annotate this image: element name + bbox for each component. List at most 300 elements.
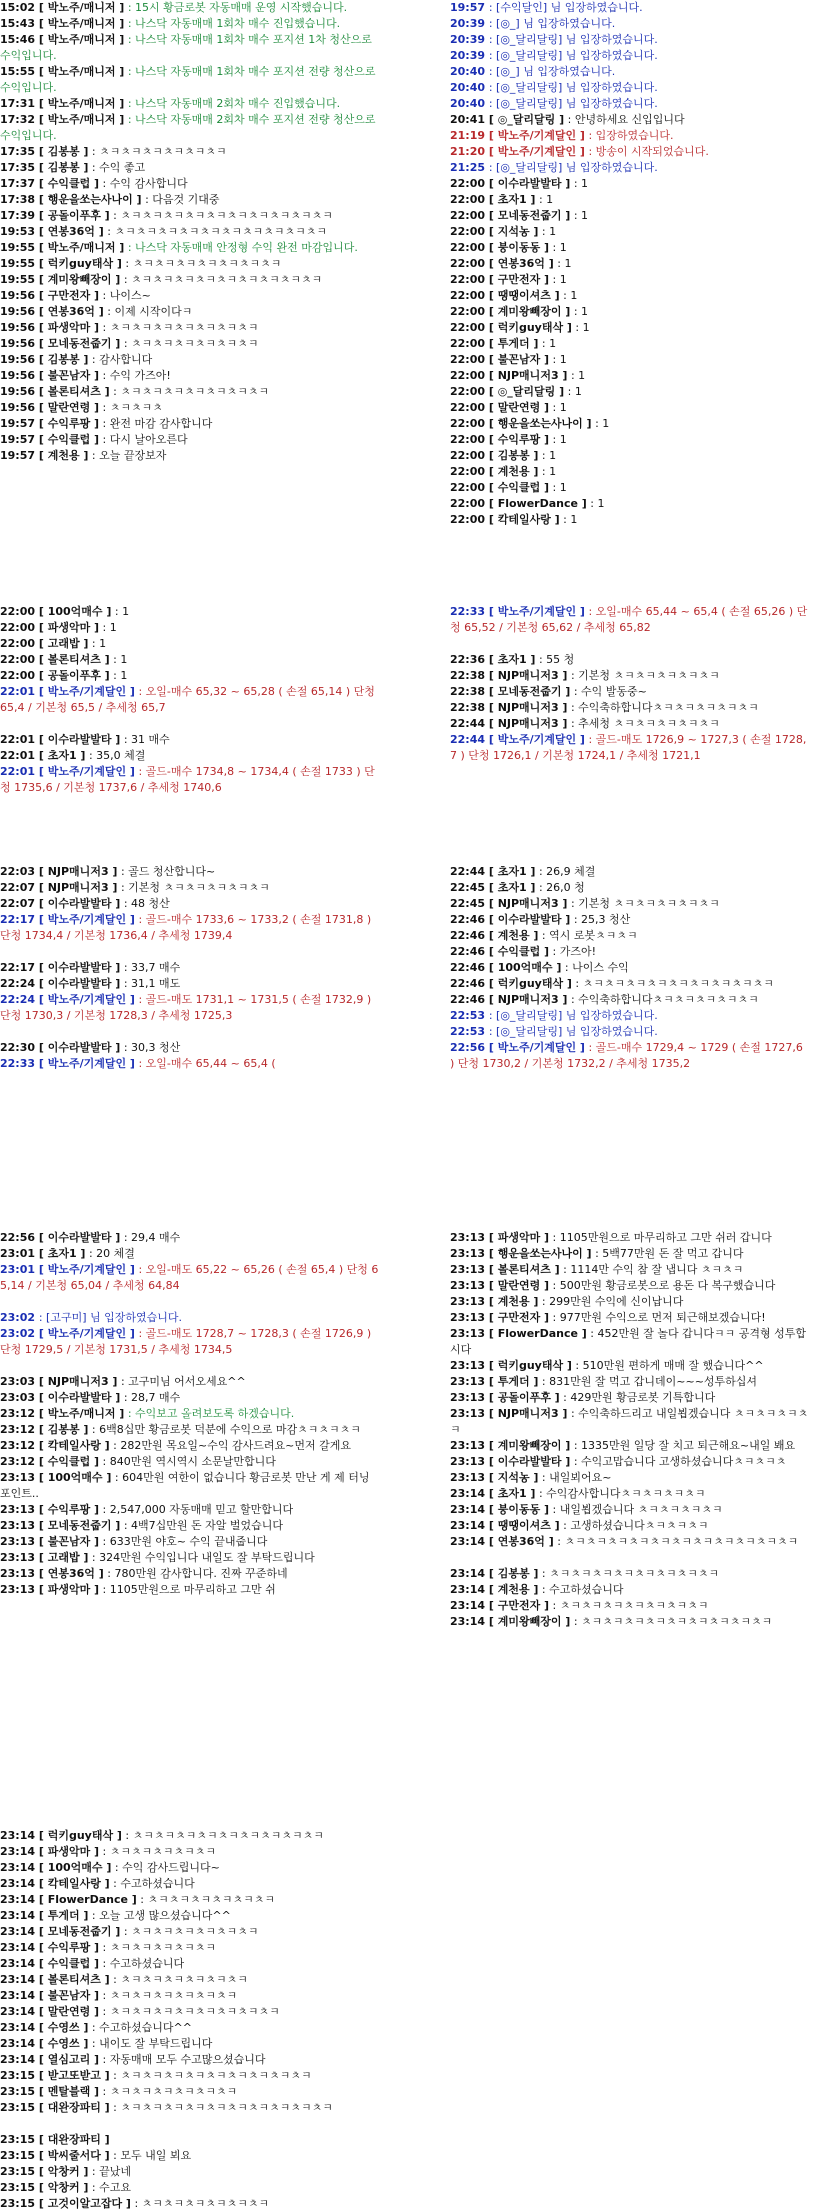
message-text: : 수익 좋고 bbox=[88, 161, 146, 174]
message-author: [ 불꼰남자 ] bbox=[38, 369, 100, 382]
chat-message bbox=[450, 1294, 810, 1310]
message-text: : 1 bbox=[535, 193, 554, 206]
message-time: 23:14 bbox=[0, 2037, 39, 2050]
chat-message bbox=[0, 336, 380, 352]
message-text: : 1 bbox=[549, 273, 567, 286]
message-author: [ 박노주/기계달인 ] bbox=[488, 129, 585, 142]
message-text: : 31,1 매도 bbox=[120, 977, 181, 990]
message-time: 23:13 bbox=[450, 1263, 489, 1276]
message-text: : 324만원 수익입니다 내일도 잘 부탁드립니다 bbox=[88, 1551, 315, 1564]
message-text: : 1335만원 일당 잘 치고 퇴근해요~내일 봬요 bbox=[570, 1439, 796, 1452]
message-time: 22:03 bbox=[0, 865, 39, 878]
chat-message bbox=[0, 1310, 380, 1326]
message-time: 22:56 bbox=[450, 1041, 489, 1054]
chat-message bbox=[450, 464, 810, 480]
message-author: [ 칵테일사랑 ] bbox=[488, 513, 560, 526]
message-author: [ 지석농 ] bbox=[488, 225, 539, 238]
message-text: : 282만원 목요일~수익 감사드려요~먼저 갈게요 bbox=[109, 1439, 351, 1452]
message-text: : 기본청 ㅊㅋㅊㅋㅊㅋㅊㅋㅊㅋ bbox=[567, 897, 720, 910]
message-text: : [◎_달리달링] 님 입장하였습니다. bbox=[488, 161, 658, 174]
message-text: : ㅊㅋㅊㅋㅊㅋㅊㅋㅊㅋㅊㅋㅊㅋ bbox=[549, 1599, 709, 1612]
message-text: : 수익보고 올려보도록 하겠습니다. bbox=[124, 1407, 295, 1420]
message-time: 22:36 bbox=[450, 653, 489, 666]
message-time: 23:03 bbox=[0, 1391, 39, 1404]
chat-message bbox=[450, 400, 810, 416]
message-time: 23:14 bbox=[0, 1957, 39, 1970]
message-time: 22:00 bbox=[450, 321, 489, 334]
message-time: 19:57 bbox=[0, 417, 39, 430]
message-text: : 604만원 여한이 없습니다 황금로봇 만난 게 제 터닝포인트.. bbox=[0, 1471, 370, 1500]
message-author: [ 공돌이푸후 ] bbox=[488, 1391, 560, 1404]
chat-message bbox=[0, 2196, 380, 2212]
message-text: : [고구미] 님 입장하였습니다. bbox=[38, 1311, 183, 1324]
message-author: [ 볼론티셔츠 ] bbox=[38, 1973, 110, 1986]
message-text: : 고생하셨습니다ㅊㅋㅊㅋㅊㅋ bbox=[559, 1519, 709, 1532]
chat-message bbox=[0, 1422, 380, 1438]
chat-message bbox=[0, 668, 380, 684]
chat-message bbox=[0, 1534, 380, 1550]
message-time: 23:03 bbox=[0, 1375, 39, 1388]
message-time: 23:14 bbox=[450, 1535, 489, 1548]
message-time: 22:44 bbox=[450, 865, 489, 878]
chat-message bbox=[0, 2068, 380, 2084]
chat-message bbox=[450, 0, 810, 16]
chat-message bbox=[450, 1024, 810, 1040]
chat-message bbox=[0, 1358, 380, 1374]
message-text: : 1 bbox=[538, 337, 557, 350]
message-author: [ 수익루팡 ] bbox=[38, 1941, 100, 1954]
chat-message bbox=[0, 620, 380, 636]
chat-message bbox=[450, 80, 810, 96]
message-time: 22:56 bbox=[0, 1231, 39, 1244]
message-time: 23:02 bbox=[0, 1311, 39, 1324]
chat-message bbox=[450, 1518, 810, 1534]
message-author: [ 행운을쏘는사나이 ] bbox=[488, 417, 592, 430]
message-author: [ 연봉36억 ] bbox=[38, 305, 104, 318]
message-time: 22:44 bbox=[450, 733, 489, 746]
message-author: [ NJP매니저3 ] bbox=[488, 701, 568, 714]
message-text: : 1 bbox=[538, 225, 557, 238]
chat-message bbox=[450, 976, 810, 992]
message-author: [ FlowerDance ] bbox=[488, 497, 587, 510]
message-time: 19:56 bbox=[0, 305, 39, 318]
message-text: : 수익축하드리고 내일뵙겠습니다 ㅊㅋㅊㅋㅊㅋㅊㅋ bbox=[450, 1407, 809, 1436]
message-author: [ 수익루팡 ] bbox=[488, 433, 550, 446]
message-text: : 28,7 매수 bbox=[120, 1391, 181, 1404]
chat-message bbox=[0, 432, 380, 448]
chat-panel-5a bbox=[0, 1828, 380, 2212]
chat-message bbox=[450, 208, 810, 224]
message-time: 23:14 bbox=[450, 1615, 489, 1628]
message-time: 22:44 bbox=[450, 717, 489, 730]
chat-message bbox=[450, 1278, 810, 1294]
message-text: : ㅊㅋㅊㅋㅊㅋㅊㅋㅊㅋㅊㅋ bbox=[109, 1973, 248, 1986]
chat-message bbox=[450, 1502, 810, 1518]
message-author: [ 김봉봉 ] bbox=[38, 1423, 89, 1436]
message-time: 23:14 bbox=[450, 1487, 489, 1500]
message-time: 20:39 bbox=[450, 49, 489, 62]
chat-message bbox=[0, 1550, 380, 1566]
message-time: 19:55 bbox=[0, 257, 39, 270]
message-text: : 35,0 체결 bbox=[85, 749, 146, 762]
message-author: [ NJP매니저3 ] bbox=[488, 669, 568, 682]
message-text: : 나스닥 자동매매 2회차 매수 진입했습니다. bbox=[124, 97, 341, 110]
chat-message bbox=[450, 880, 810, 896]
message-time: 23:13 bbox=[0, 1519, 39, 1532]
message-text: : 내일뵙겠습니다 ㅊㅋㅊㅋㅊㅋㅊㅋ bbox=[549, 1503, 723, 1516]
message-author: [ 럭키guy태삭 ] bbox=[488, 977, 572, 990]
message-time: 23:14 bbox=[0, 1941, 39, 1954]
message-text: : ㅊㅋㅊㅋㅊㅋㅊㅋㅊㅋㅊㅋㅊㅋㅊㅋ bbox=[538, 1567, 720, 1580]
message-time: 19:56 bbox=[0, 385, 39, 398]
chat-message bbox=[450, 1358, 810, 1374]
message-text: : 1 bbox=[109, 653, 128, 666]
message-text: : 수고하셨습니다 bbox=[538, 1583, 624, 1596]
message-author: [ ◎_달리달링 ] bbox=[488, 385, 565, 398]
message-author: [ NJP매니저3 ] bbox=[38, 881, 118, 894]
chat-message bbox=[0, 192, 380, 208]
chat-message bbox=[0, 944, 380, 960]
message-author: [ 볼론티셔츠 ] bbox=[38, 385, 110, 398]
chat-message bbox=[0, 1518, 380, 1534]
message-author: [ 수익루팡 ] bbox=[38, 417, 100, 430]
chat-message bbox=[0, 2052, 380, 2068]
message-text: : 1 bbox=[111, 605, 130, 618]
message-time: 23:14 bbox=[0, 2021, 39, 2034]
chat-message bbox=[450, 352, 810, 368]
message-text: : 안녕하세요 신입입니다 bbox=[564, 113, 685, 126]
message-time: 23:15 bbox=[0, 2101, 39, 2114]
message-text: : 500만원 황금로봇으로 용돈 다 복구했습니다 bbox=[549, 1279, 776, 1292]
message-author: [ 김봉봉 ] bbox=[38, 161, 89, 174]
message-author: [ 칵테일사랑 ] bbox=[38, 1877, 110, 1890]
message-author: [ 수영쓰 ] bbox=[38, 2037, 89, 2050]
chat-message bbox=[0, 1024, 380, 1040]
message-time: 22:00 bbox=[450, 177, 489, 190]
message-time: 20:41 bbox=[450, 113, 489, 126]
message-author: [ 고것이알고잡다 ] bbox=[38, 2197, 131, 2210]
message-text: : 1105만원으로 마무리하고 그만 쉬 bbox=[99, 1583, 276, 1596]
message-text: : 1 bbox=[549, 241, 567, 254]
chat-message bbox=[0, 448, 380, 464]
message-author: [ 말란연령 ] bbox=[38, 2005, 100, 2018]
chat-message bbox=[450, 64, 810, 80]
message-text: : ㅊㅋㅊㅋㅊㅋㅊㅋㅊㅋㅊㅋ bbox=[120, 1925, 259, 1938]
chat-message bbox=[0, 652, 380, 668]
message-text: : 1105만원으로 마무리하고 그만 쉬러 갑니다 bbox=[549, 1231, 772, 1244]
message-author: [ 투게더 ] bbox=[38, 1909, 89, 1922]
message-text: : 4백7십만원 돈 자알 벌었습니다 bbox=[120, 1519, 284, 1532]
message-text: : ㅊㅋㅊㅋㅊㅋㅊㅋㅊㅋㅊㅋ bbox=[88, 145, 227, 158]
message-text: : 골드-매수 1734,8 ~ 1734,4 ( 손절 1733 ) 단청 1735,6 / 기본청 1737,6 / 추세청 1740,6 bbox=[0, 765, 375, 794]
message-text: : 977만원 수익으로 먼저 퇴근해보겠습니다! bbox=[549, 1311, 766, 1324]
chat-message bbox=[450, 928, 810, 944]
message-time: 22:01 bbox=[0, 749, 39, 762]
message-time: 22:33 bbox=[0, 1057, 39, 1070]
chat-message bbox=[0, 384, 380, 400]
message-time: 23:15 bbox=[0, 2197, 39, 2210]
message-text: : 55 청 bbox=[535, 653, 575, 666]
message-author: [ 수익루팡 ] bbox=[38, 1503, 100, 1516]
chat-message bbox=[0, 1828, 380, 1844]
message-time: 23:12 bbox=[0, 1439, 39, 1452]
message-author: [ NJP매니저3 ] bbox=[488, 897, 568, 910]
message-time: 19:57 bbox=[0, 449, 39, 462]
message-text: : 이제 시작이다ㅋ bbox=[103, 305, 193, 318]
message-author: [ 박씨줄서다 ] bbox=[38, 2149, 110, 2162]
message-author: [ 수익클럽 ] bbox=[488, 481, 550, 494]
message-author: [ 박노주/매니저 ] bbox=[38, 1407, 125, 1420]
message-author: [ 모네동전줍기 ] bbox=[38, 337, 121, 350]
message-text: : 오늘 끝장보자 bbox=[88, 449, 167, 462]
chat-message bbox=[0, 112, 380, 144]
message-time: 19:56 bbox=[0, 401, 39, 414]
message-time: 22:17 bbox=[0, 961, 39, 974]
chat-message bbox=[0, 992, 380, 1024]
chat-message bbox=[450, 96, 810, 112]
chat-message bbox=[450, 16, 810, 32]
message-time: 22:00 bbox=[450, 401, 489, 414]
chat-message bbox=[450, 732, 810, 764]
chat-message bbox=[450, 604, 810, 636]
chat-message bbox=[450, 272, 810, 288]
chat-message bbox=[0, 716, 380, 732]
message-time: 17:31 bbox=[0, 97, 39, 110]
chat-message bbox=[0, 732, 380, 748]
message-text: : 15시 황금로봇 자동매매 운영 시작했습니다. bbox=[124, 1, 348, 14]
message-author: [ 파생악마 ] bbox=[38, 1845, 100, 1858]
message-text: : [◎_달리달링] 님 입장하였습니다. bbox=[488, 33, 658, 46]
chat-message bbox=[0, 2020, 380, 2036]
message-text: : 수고하셨습니다 bbox=[99, 1957, 185, 1970]
message-author: [ 칵테일사랑 ] bbox=[38, 1439, 110, 1452]
message-author: [ 공돌이푸후 ] bbox=[38, 209, 110, 222]
message-author: [ 럭키guy태삭 ] bbox=[38, 1829, 122, 1842]
message-author: [ 박노주/기계달인 ] bbox=[488, 733, 585, 746]
chat-message bbox=[0, 896, 380, 912]
message-text: : 나스닥 자동매매 안정형 수익 완전 마감입니다. bbox=[124, 241, 358, 254]
chat-message bbox=[0, 416, 380, 432]
message-text: : 추세청 ㅊㅋㅊㅋㅊㅋㅊㅋㅊㅋ bbox=[567, 717, 720, 730]
chat-message bbox=[0, 272, 380, 288]
message-time: 23:15 bbox=[0, 2085, 39, 2098]
message-time: 23:14 bbox=[450, 1599, 489, 1612]
message-author: [ 이수라발발타 ] bbox=[38, 1041, 121, 1054]
message-text: : 831만원 잘 먹고 갑니데이~~~성투하십셔 bbox=[538, 1375, 758, 1388]
chat-message bbox=[450, 912, 810, 928]
message-author: [ 박노주/매니저 ] bbox=[38, 65, 125, 78]
message-time: 19:56 bbox=[0, 321, 39, 334]
message-time: 23:15 bbox=[0, 2133, 39, 2146]
message-time: 23:12 bbox=[0, 1455, 39, 1468]
message-author: [ 불꼰남자 ] bbox=[38, 1989, 100, 2002]
chat-message bbox=[0, 1230, 380, 1246]
message-text: : 1 bbox=[564, 385, 582, 398]
chat-message bbox=[450, 992, 810, 1008]
message-author: [ 100억매수 ] bbox=[488, 961, 562, 974]
chat-message bbox=[0, 684, 380, 716]
message-time: 21:25 bbox=[450, 161, 489, 174]
message-text: : 1 bbox=[586, 497, 605, 510]
message-text: : 33,7 매수 bbox=[120, 961, 181, 974]
chat-message bbox=[450, 1040, 810, 1072]
chat-message bbox=[0, 604, 380, 620]
message-text: : 1 bbox=[549, 401, 567, 414]
message-time: 22:45 bbox=[450, 881, 489, 894]
chat-panel-2a bbox=[0, 604, 380, 796]
chat-message bbox=[0, 1956, 380, 1972]
message-time: 23:13 bbox=[0, 1471, 39, 1484]
chat-message bbox=[0, 1988, 380, 2004]
chat-message bbox=[450, 1310, 810, 1326]
chat-message bbox=[0, 1924, 380, 1940]
message-time: 22:00 bbox=[450, 289, 489, 302]
chat-message bbox=[0, 764, 380, 796]
chat-message bbox=[450, 512, 810, 528]
message-text: : [◎_달리달링] 님 입장하였습니다. bbox=[488, 49, 658, 62]
message-author: [ 볼론티셔츠 ] bbox=[38, 653, 110, 666]
chat-message bbox=[0, 1390, 380, 1406]
message-author: [ 붕이동동 ] bbox=[488, 1503, 550, 1516]
chat-message bbox=[0, 32, 380, 64]
message-text: : 29,4 매수 bbox=[120, 1231, 181, 1244]
chat-panel-1a bbox=[0, 0, 380, 464]
message-text: : [◎_] 님 입장하였습니다. bbox=[488, 65, 616, 78]
message-text: : 나스닥 자동매매 2회차 매수 포지션 전량 청산으로 수익입니다. bbox=[0, 113, 376, 142]
message-time: 20:40 bbox=[450, 65, 489, 78]
message-author: [ NJP매니저3 ] bbox=[488, 993, 568, 1006]
message-time: 23:13 bbox=[450, 1391, 489, 1404]
message-time: 23:14 bbox=[0, 1925, 39, 1938]
message-time: 22:00 bbox=[450, 465, 489, 478]
message-time: 22:53 bbox=[450, 1025, 489, 1038]
message-text: : [◎_] 님 입장하였습니다. bbox=[488, 17, 616, 30]
message-time: 22:33 bbox=[450, 605, 489, 618]
message-author: [ NJP매니저3 ] bbox=[488, 369, 568, 382]
chat-message bbox=[0, 1454, 380, 1470]
message-text: : 수익 감사드립니다~ bbox=[111, 1861, 220, 1874]
message-author: [ FlowerDance ] bbox=[38, 1893, 137, 1906]
chat-message bbox=[450, 1534, 810, 1550]
message-time: 22:00 bbox=[450, 241, 489, 254]
message-author: [ 구만전자 ] bbox=[488, 1599, 550, 1612]
message-author: [ 악창커 ] bbox=[38, 2165, 89, 2178]
message-text: : 1114만 수익 참 잘 냅니다 ㅊㅋㅊㅋ bbox=[559, 1263, 744, 1276]
chat-message bbox=[450, 896, 810, 912]
chat-message bbox=[0, 368, 380, 384]
message-author: [ 계미왕빼장이 ] bbox=[38, 273, 121, 286]
message-author: [ 이수라발발타 ] bbox=[488, 1455, 571, 1468]
message-time: 23:13 bbox=[450, 1439, 489, 1452]
chat-message bbox=[0, 912, 380, 944]
chat-message bbox=[0, 96, 380, 112]
message-time: 23:15 bbox=[0, 2149, 39, 2162]
chat-message bbox=[450, 1614, 810, 1630]
message-time: 17:39 bbox=[0, 209, 39, 222]
message-author: [ 불꼰남자 ] bbox=[38, 1535, 100, 1548]
message-text: : [◎_달리달링] 님 입장하였습니다. bbox=[488, 81, 658, 94]
chat-message bbox=[0, 1502, 380, 1518]
message-author: [ 박노주/기계달인 ] bbox=[38, 685, 135, 698]
message-text: : 6백8십만 황금로봇 덕분에 수익으로 마감ㅊㅋㅊㅋㅊㅋ bbox=[88, 1423, 361, 1436]
chat-message bbox=[0, 1262, 380, 1294]
message-text: : 입장하였습니다. bbox=[584, 129, 674, 142]
chat-message bbox=[0, 2180, 380, 2196]
message-author: [ 지석농 ] bbox=[488, 1471, 539, 1484]
message-author: [ 멘탈블랙 ] bbox=[38, 2085, 100, 2098]
message-author: [ 김봉봉 ] bbox=[38, 353, 89, 366]
message-text: : 수익감사합니다ㅊㅋㅊㅋㅊㅋㅊㅋ bbox=[535, 1487, 706, 1500]
message-time: 22:00 bbox=[450, 353, 489, 366]
chat-message bbox=[450, 1390, 810, 1406]
message-author: [ NJP매니저3 ] bbox=[488, 1407, 568, 1420]
chat-message bbox=[450, 224, 810, 240]
message-text: : 나이스~ bbox=[99, 289, 151, 302]
message-text: : 수고하셨습니다 bbox=[109, 1877, 195, 1890]
message-time: 23:12 bbox=[0, 1423, 39, 1436]
message-time: 22:46 bbox=[450, 961, 489, 974]
chat-message bbox=[450, 496, 810, 512]
message-time: 23:02 bbox=[0, 1327, 39, 1340]
message-author: [ 파생악마 ] bbox=[38, 621, 100, 634]
message-time: 22:00 bbox=[450, 513, 489, 526]
message-time: 22:01 bbox=[0, 733, 39, 746]
message-author: [ 말란연령 ] bbox=[488, 1279, 550, 1292]
message-author: [ 구만전자 ] bbox=[488, 273, 550, 286]
message-time: 22:24 bbox=[0, 993, 39, 1006]
message-time: 23:13 bbox=[0, 1567, 39, 1580]
message-author: [ 이수라발발타 ] bbox=[38, 733, 121, 746]
message-author: [ NJP매니저3 ] bbox=[488, 717, 568, 730]
message-author: [ 100억매수 ] bbox=[38, 1861, 112, 1874]
chat-message bbox=[0, 16, 380, 32]
message-text: : 끝났네 bbox=[88, 2165, 132, 2178]
message-text: : ㅊㅋㅊㅋㅊㅋㅊㅋㅊㅋㅊㅋㅊㅋㅊㅋㅊㅋ bbox=[571, 977, 774, 990]
chat-panel-4b bbox=[450, 1230, 810, 1630]
message-author: [ 대완장파티 ] bbox=[38, 2101, 110, 2114]
message-time: 22:00 bbox=[450, 257, 489, 270]
message-time: 22:01 bbox=[0, 765, 39, 778]
message-time: 23:13 bbox=[450, 1471, 489, 1484]
message-time: 23:13 bbox=[450, 1359, 489, 1372]
message-time: 22:00 bbox=[450, 305, 489, 318]
chat-message bbox=[450, 304, 810, 320]
chat-message bbox=[450, 432, 810, 448]
message-text: : 1 bbox=[570, 305, 589, 318]
chat-message bbox=[450, 320, 810, 336]
message-time: 19:56 bbox=[0, 353, 39, 366]
message-text: : 1 bbox=[549, 481, 567, 494]
message-author: [ 불꼰남자 ] bbox=[488, 353, 550, 366]
chat-message bbox=[450, 700, 810, 716]
message-text: : ㅊㅋㅊㅋㅊㅋㅊㅋㅊㅋㅊㅋㅊㅋ bbox=[121, 257, 282, 270]
message-time: 15:43 bbox=[0, 17, 39, 30]
chat-message bbox=[0, 1972, 380, 1988]
message-author: [ 초자1 ] bbox=[488, 653, 536, 666]
message-text: : 수익축하합니다ㅊㅋㅊㅋㅊㅋㅊㅋㅊㅋ bbox=[567, 701, 759, 714]
chat-message bbox=[450, 1598, 810, 1614]
message-text: : 다시 날아오른다 bbox=[99, 433, 188, 446]
message-author: [ 초자1 ] bbox=[38, 1247, 86, 1260]
chat-message bbox=[0, 2116, 380, 2132]
message-time: 22:07 bbox=[0, 881, 39, 894]
message-author: [ 열심고리 ] bbox=[38, 2053, 100, 2066]
message-text: : 다음것 기대중 bbox=[141, 193, 220, 206]
message-time: 23:15 bbox=[0, 2181, 39, 2194]
message-text: : ㅊㅋㅊㅋㅊㅋㅊㅋㅊㅋㅊㅋㅊㅋㅊㅋㅊㅋ bbox=[570, 1615, 773, 1628]
message-text: : ㅊㅋㅊㅋㅊㅋㅊㅋㅊㅋㅊㅋ bbox=[99, 1989, 238, 2002]
chat-message bbox=[450, 240, 810, 256]
